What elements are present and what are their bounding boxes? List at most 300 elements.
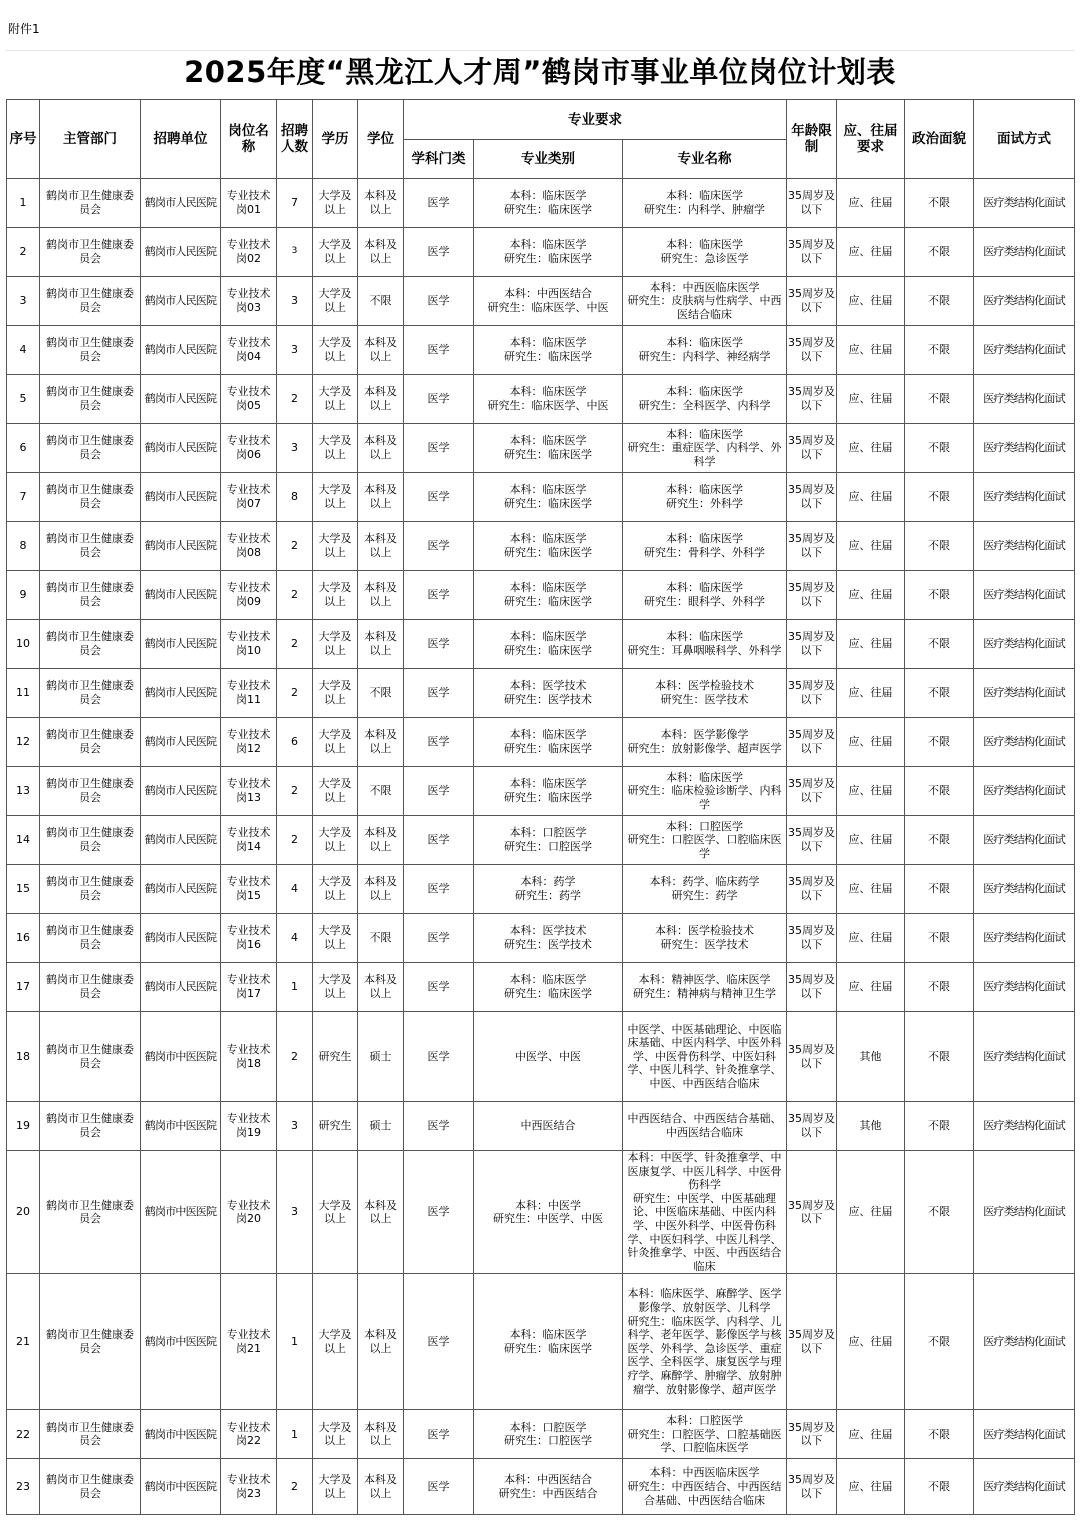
cell-count: 6 <box>277 718 313 767</box>
cell-major-name: 本科：临床医学 研究生：内科学、神经病学 <box>623 326 787 375</box>
cell-age: 35周岁及以下 <box>787 277 837 326</box>
cell-unit: 鹤岗市中医医院 <box>141 1274 221 1410</box>
cell-degree: 本科及以上 <box>358 1151 404 1274</box>
cell-major-category: 本科：临床医学 研究生：临床医学 <box>474 522 623 571</box>
cell-politics: 不限 <box>905 865 974 914</box>
cell-post: 专业技术岗04 <box>221 326 277 375</box>
cell-age: 35周岁及以下 <box>787 1151 837 1274</box>
cell-post: 专业技术岗12 <box>221 718 277 767</box>
table-row <box>7 1102 1075 1151</box>
cell-edu: 大学及以上 <box>313 375 358 424</box>
cell-interview: 医疗类结构化面试 <box>974 963 1075 1012</box>
cell-grad-status: 应、往届 <box>837 473 905 522</box>
cell-interview: 医疗类结构化面试 <box>974 1410 1075 1459</box>
cell-dept: 鹤岗市卫生健康委员会 <box>40 571 141 620</box>
header-seq: 序号 <box>7 100 40 179</box>
cell-dept: 鹤岗市卫生健康委员会 <box>40 816 141 865</box>
cell-grad-status: 应、往届 <box>837 228 905 277</box>
cell-politics: 不限 <box>905 816 974 865</box>
cell-unit: 鹤岗市人民医院 <box>141 816 221 865</box>
cell-edu: 大学及以上 <box>313 228 358 277</box>
cell-dept: 鹤岗市卫生健康委员会 <box>40 669 141 718</box>
cell-discipline: 医学 <box>404 669 474 718</box>
cell-dept: 鹤岗市卫生健康委员会 <box>40 1274 141 1410</box>
cell-seq: 1 <box>7 179 40 228</box>
cell-grad-status: 应、往届 <box>837 914 905 963</box>
cell-politics: 不限 <box>905 228 974 277</box>
cell-discipline: 医学 <box>404 571 474 620</box>
cell-interview: 医疗类结构化面试 <box>974 669 1075 718</box>
cell-major-name: 本科：临床医学 研究生：临床检验诊断学、内科学 <box>623 767 787 816</box>
cell-discipline: 医学 <box>404 1410 474 1459</box>
cell-edu: 大学及以上 <box>313 522 358 571</box>
cell-interview: 医疗类结构化面试 <box>974 865 1075 914</box>
cell-edu: 研究生 <box>313 1012 358 1102</box>
cell-major-category: 中医学、中医 <box>474 1012 623 1102</box>
cell-grad-status: 应、往届 <box>837 1459 905 1515</box>
cell-seq: 10 <box>7 620 40 669</box>
cell-unit: 鹤岗市人民医院 <box>141 326 221 375</box>
cell-seq: 19 <box>7 1102 40 1151</box>
cell-unit: 鹤岗市人民医院 <box>141 767 221 816</box>
cell-major-name: 本科：中医学、针灸推拿学、中医康复学、中医儿科学、中医骨伤科学 研究生：中医学、中医基础理论、中医临床基础、中医内科学、中医外科学、中医骨伤科学、中医妇科学、中医儿科学、针灸推拿学、中医、中西医结合临床 <box>623 1151 787 1274</box>
cell-interview: 医疗类结构化面试 <box>974 914 1075 963</box>
cell-grad-status: 其他 <box>837 1102 905 1151</box>
cell-seq: 3 <box>7 277 40 326</box>
cell-dept: 鹤岗市卫生健康委员会 <box>40 375 141 424</box>
cell-grad-status: 应、往届 <box>837 571 905 620</box>
cell-post: 专业技术岗14 <box>221 816 277 865</box>
cell-politics: 不限 <box>905 277 974 326</box>
cell-major-category: 本科：临床医学 研究生：临床医学 <box>474 767 623 816</box>
cell-edu: 大学及以上 <box>313 1410 358 1459</box>
cell-major-category: 本科：临床医学 研究生：临床医学 <box>474 424 623 473</box>
cell-interview: 医疗类结构化面试 <box>974 375 1075 424</box>
cell-major-name: 本科：中西医临床医学 研究生：中西医结合、中西医结合基础、中西医结合临床 <box>623 1459 787 1515</box>
cell-count: 2 <box>277 1012 313 1102</box>
cell-interview: 医疗类结构化面试 <box>974 620 1075 669</box>
cell-degree: 硕士 <box>358 1102 404 1151</box>
cell-post: 专业技术岗11 <box>221 669 277 718</box>
cell-count: 3 <box>277 1151 313 1274</box>
cell-post: 专业技术岗16 <box>221 914 277 963</box>
cell-post: 专业技术岗03 <box>221 277 277 326</box>
cell-age: 35周岁及以下 <box>787 375 837 424</box>
cell-unit: 鹤岗市人民医院 <box>141 179 221 228</box>
cell-age: 35周岁及以下 <box>787 669 837 718</box>
cell-interview: 医疗类结构化面试 <box>974 179 1075 228</box>
cell-seq: 13 <box>7 767 40 816</box>
cell-discipline: 医学 <box>404 914 474 963</box>
cell-major-name: 本科：临床医学、麻醉学、医学影像学、放射医学、儿科学 研究生：临床医学、内科学、儿科学、老年医学、影像医学与核医学、外科学、急诊医学、重症医学、全科医学、康复医学与理疗学、麻醉学、肿瘤学、放射肿瘤学、放射影像学、超声医学 <box>623 1274 787 1410</box>
header-interview: 面试方式 <box>974 100 1075 179</box>
cell-degree: 本科及以上 <box>358 1459 404 1515</box>
table-row <box>7 228 1075 277</box>
cell-discipline: 医学 <box>404 179 474 228</box>
cell-edu: 大学及以上 <box>313 473 358 522</box>
cell-count: 2 <box>277 571 313 620</box>
cell-post: 专业技术岗23 <box>221 1459 277 1515</box>
cell-age: 35周岁及以下 <box>787 914 837 963</box>
table-row <box>7 1410 1075 1459</box>
cell-degree: 本科及以上 <box>358 865 404 914</box>
cell-count: 8 <box>277 473 313 522</box>
cell-politics: 不限 <box>905 1151 974 1274</box>
cell-post: 专业技术岗10 <box>221 620 277 669</box>
cell-major-category: 本科：临床医学 研究生：临床医学 <box>474 473 623 522</box>
header-politics: 政治面貌 <box>905 100 974 179</box>
cell-edu: 大学及以上 <box>313 326 358 375</box>
cell-major-name: 本科：医学检验技术 研究生：医学技术 <box>623 914 787 963</box>
cell-edu: 大学及以上 <box>313 277 358 326</box>
plan-table-body <box>7 179 1075 1515</box>
cell-unit: 鹤岗市中医医院 <box>141 1410 221 1459</box>
header-discipline: 学科门类 <box>404 140 474 179</box>
cell-degree: 本科及以上 <box>358 473 404 522</box>
cell-interview: 医疗类结构化面试 <box>974 1274 1075 1410</box>
cell-edu: 大学及以上 <box>313 424 358 473</box>
cell-seq: 9 <box>7 571 40 620</box>
cell-count: 4 <box>277 865 313 914</box>
cell-post: 专业技术岗19 <box>221 1102 277 1151</box>
header-dept: 主管部门 <box>40 100 141 179</box>
cell-major-name: 本科：临床医学 研究生：耳鼻咽喉科学、外科学 <box>623 620 787 669</box>
cell-interview: 医疗类结构化面试 <box>974 718 1075 767</box>
cell-unit: 鹤岗市中医医院 <box>141 1151 221 1274</box>
cell-post: 专业技术岗17 <box>221 963 277 1012</box>
table-row <box>7 375 1075 424</box>
cell-post: 专业技术岗07 <box>221 473 277 522</box>
cell-count: 2 <box>277 375 313 424</box>
cell-discipline: 医学 <box>404 522 474 571</box>
cell-major-category: 本科：临床医学 研究生：临床医学 <box>474 620 623 669</box>
cell-discipline: 医学 <box>404 277 474 326</box>
cell-degree: 本科及以上 <box>358 326 404 375</box>
cell-unit: 鹤岗市中医医院 <box>141 1459 221 1515</box>
cell-politics: 不限 <box>905 473 974 522</box>
cell-count: 1 <box>277 1410 313 1459</box>
cell-degree: 本科及以上 <box>358 718 404 767</box>
cell-seq: 23 <box>7 1459 40 1515</box>
cell-grad-status: 应、往届 <box>837 963 905 1012</box>
cell-major-name: 本科：临床医学 研究生：重症医学、内科学、外科学 <box>623 424 787 473</box>
header-post: 岗位名称 <box>221 100 277 179</box>
cell-age: 35周岁及以下 <box>787 865 837 914</box>
cell-post: 专业技术岗22 <box>221 1410 277 1459</box>
cell-count: 2 <box>277 816 313 865</box>
cell-discipline: 医学 <box>404 620 474 669</box>
table-row <box>7 767 1075 816</box>
cell-post: 专业技术岗05 <box>221 375 277 424</box>
table-row <box>7 326 1075 375</box>
cell-post: 专业技术岗18 <box>221 1012 277 1102</box>
cell-dept: 鹤岗市卫生健康委员会 <box>40 424 141 473</box>
cell-degree: 不限 <box>358 277 404 326</box>
cell-major-category: 中西医结合 <box>474 1102 623 1151</box>
cell-unit: 鹤岗市人民医院 <box>141 620 221 669</box>
attachment-label: 附件1 <box>8 22 40 36</box>
cell-dept: 鹤岗市卫生健康委员会 <box>40 1102 141 1151</box>
cell-dept: 鹤岗市卫生健康委员会 <box>40 914 141 963</box>
cell-major-name: 本科：临床医学 研究生：急诊医学 <box>623 228 787 277</box>
cell-major-name: 本科：医学检验技术 研究生：医学技术 <box>623 669 787 718</box>
cell-age: 35周岁及以下 <box>787 228 837 277</box>
cell-interview: 医疗类结构化面试 <box>974 1012 1075 1102</box>
cell-discipline: 医学 <box>404 1459 474 1515</box>
cell-degree: 本科及以上 <box>358 571 404 620</box>
cell-edu: 大学及以上 <box>313 963 358 1012</box>
cell-count: 1 <box>277 1274 313 1410</box>
cell-edu: 大学及以上 <box>313 620 358 669</box>
cell-grad-status: 应、往届 <box>837 718 905 767</box>
cell-discipline: 医学 <box>404 718 474 767</box>
header-degree: 学位 <box>358 100 404 179</box>
cell-edu: 大学及以上 <box>313 914 358 963</box>
cell-unit: 鹤岗市人民医院 <box>141 865 221 914</box>
cell-discipline: 医学 <box>404 1151 474 1274</box>
cell-interview: 医疗类结构化面试 <box>974 1102 1075 1151</box>
cell-unit: 鹤岗市人民医院 <box>141 571 221 620</box>
cell-seq: 14 <box>7 816 40 865</box>
cell-seq: 8 <box>7 522 40 571</box>
header-unit: 招聘单位 <box>141 100 221 179</box>
cell-seq: 15 <box>7 865 40 914</box>
cell-politics: 不限 <box>905 424 974 473</box>
cell-major-name: 本科：中西医临床医学 研究生：皮肤病与性病学、中西医结合临床 <box>623 277 787 326</box>
cell-dept: 鹤岗市卫生健康委员会 <box>40 277 141 326</box>
cell-interview: 医疗类结构化面试 <box>974 816 1075 865</box>
cell-post: 专业技术岗08 <box>221 522 277 571</box>
cell-major-name: 中西医结合、中西医结合基础、中西医结合临床 <box>623 1102 787 1151</box>
cell-grad-status: 应、往届 <box>837 277 905 326</box>
cell-major-name: 本科：临床医学 研究生：骨科学、外科学 <box>623 522 787 571</box>
cell-age: 35周岁及以下 <box>787 963 837 1012</box>
cell-post: 专业技术岗21 <box>221 1274 277 1410</box>
cell-count: 2 <box>277 767 313 816</box>
cell-major-name: 本科：临床医学 研究生：全科医学、内科学 <box>623 375 787 424</box>
cell-grad-status: 应、往届 <box>837 1151 905 1274</box>
cell-count: 4 <box>277 914 313 963</box>
cell-count: 2 <box>277 1459 313 1515</box>
header-major-name: 专业名称 <box>623 140 787 179</box>
cell-discipline: 医学 <box>404 1012 474 1102</box>
cell-post: 专业技术岗02 <box>221 228 277 277</box>
header-major-req: 专业要求 <box>404 100 787 140</box>
cell-post: 专业技术岗15 <box>221 865 277 914</box>
cell-major-category: 本科：临床医学 研究生：临床医学 <box>474 228 623 277</box>
cell-degree: 不限 <box>358 669 404 718</box>
header-count: 招聘人数 <box>277 100 313 179</box>
cell-grad-status: 应、往届 <box>837 865 905 914</box>
cell-major-category: 本科：临床医学 研究生：临床医学 <box>474 179 623 228</box>
cell-count: 1 <box>277 963 313 1012</box>
cell-grad-status: 其他 <box>837 1012 905 1102</box>
cell-unit: 鹤岗市人民医院 <box>141 718 221 767</box>
cell-dept: 鹤岗市卫生健康委员会 <box>40 1410 141 1459</box>
cell-edu: 大学及以上 <box>313 865 358 914</box>
cell-degree: 不限 <box>358 767 404 816</box>
cell-discipline: 医学 <box>404 473 474 522</box>
cell-politics: 不限 <box>905 571 974 620</box>
cell-count: 2 <box>277 522 313 571</box>
cell-degree: 本科及以上 <box>358 228 404 277</box>
cell-post: 专业技术岗06 <box>221 424 277 473</box>
header-grad: 应、往届要求 <box>837 100 905 179</box>
cell-post: 专业技术岗20 <box>221 1151 277 1274</box>
cell-edu: 大学及以上 <box>313 571 358 620</box>
cell-grad-status: 应、往届 <box>837 424 905 473</box>
cell-edu: 大学及以上 <box>313 1274 358 1410</box>
table-row <box>7 620 1075 669</box>
cell-discipline: 医学 <box>404 1102 474 1151</box>
cell-interview: 医疗类结构化面试 <box>974 473 1075 522</box>
cell-politics: 不限 <box>905 718 974 767</box>
cell-major-category: 本科：临床医学 研究生：临床医学 <box>474 326 623 375</box>
cell-unit: 鹤岗市人民医院 <box>141 228 221 277</box>
cell-degree: 本科及以上 <box>358 375 404 424</box>
position-plan-table <box>6 99 1075 1515</box>
cell-discipline: 医学 <box>404 424 474 473</box>
table-row <box>7 473 1075 522</box>
cell-dept: 鹤岗市卫生健康委员会 <box>40 228 141 277</box>
cell-politics: 不限 <box>905 767 974 816</box>
cell-dept: 鹤岗市卫生健康委员会 <box>40 767 141 816</box>
cell-unit: 鹤岗市人民医院 <box>141 277 221 326</box>
cell-degree: 本科及以上 <box>358 620 404 669</box>
cell-interview: 医疗类结构化面试 <box>974 1151 1075 1274</box>
cell-politics: 不限 <box>905 1459 974 1515</box>
cell-major-category: 本科：医学技术 研究生：医学技术 <box>474 914 623 963</box>
cell-seq: 18 <box>7 1012 40 1102</box>
table-row <box>7 914 1075 963</box>
cell-edu: 大学及以上 <box>313 816 358 865</box>
cell-major-name: 本科：医学影像学 研究生：放射影像学、超声医学 <box>623 718 787 767</box>
cell-degree: 本科及以上 <box>358 179 404 228</box>
cell-edu: 研究生 <box>313 1102 358 1151</box>
cell-grad-status: 应、往届 <box>837 375 905 424</box>
cell-seq: 17 <box>7 963 40 1012</box>
cell-post: 专业技术岗09 <box>221 571 277 620</box>
cell-major-name: 本科：临床医学 研究生：内科学、肿瘤学 <box>623 179 787 228</box>
cell-interview: 医疗类结构化面试 <box>974 1459 1075 1515</box>
cell-grad-status: 应、往届 <box>837 326 905 375</box>
cell-grad-status: 应、往届 <box>837 620 905 669</box>
cell-politics: 不限 <box>905 1274 974 1410</box>
cell-politics: 不限 <box>905 914 974 963</box>
cell-degree: 本科及以上 <box>358 1410 404 1459</box>
cell-count: 2 <box>277 620 313 669</box>
cell-edu: 大学及以上 <box>313 1459 358 1515</box>
cell-age: 35周岁及以下 <box>787 1012 837 1102</box>
cell-grad-status: 应、往届 <box>837 816 905 865</box>
cell-age: 35周岁及以下 <box>787 767 837 816</box>
cell-count: 3 <box>277 277 313 326</box>
cell-dept: 鹤岗市卫生健康委员会 <box>40 179 141 228</box>
cell-politics: 不限 <box>905 326 974 375</box>
cell-seq: 2 <box>7 228 40 277</box>
cell-politics: 不限 <box>905 522 974 571</box>
cell-count: 3 <box>277 424 313 473</box>
table-row <box>7 718 1075 767</box>
page-title: 2025年度“黑龙江人才周”鹤岗市事业单位岗位计划表 <box>184 55 896 89</box>
cell-count: 3 <box>277 326 313 375</box>
cell-degree: 本科及以上 <box>358 963 404 1012</box>
cell-dept: 鹤岗市卫生健康委员会 <box>40 620 141 669</box>
header-edu: 学历 <box>313 100 358 179</box>
cell-seq: 5 <box>7 375 40 424</box>
cell-major-name: 本科：口腔医学 研究生：口腔医学、口腔临床医学 <box>623 816 787 865</box>
cell-interview: 医疗类结构化面试 <box>974 326 1075 375</box>
table-row <box>7 522 1075 571</box>
cell-major-name: 本科：临床医学 研究生：外科学 <box>623 473 787 522</box>
cell-discipline: 医学 <box>404 375 474 424</box>
cell-count: 3 <box>277 228 313 277</box>
cell-age: 35周岁及以下 <box>787 816 837 865</box>
cell-grad-status: 应、往届 <box>837 669 905 718</box>
table-row <box>7 963 1075 1012</box>
cell-politics: 不限 <box>905 179 974 228</box>
cell-seq: 21 <box>7 1274 40 1410</box>
cell-degree: 硕士 <box>358 1012 404 1102</box>
cell-count: 3 <box>277 1102 313 1151</box>
cell-dept: 鹤岗市卫生健康委员会 <box>40 1459 141 1515</box>
cell-major-category: 本科：临床医学 研究生：临床医学 <box>474 718 623 767</box>
table-row <box>7 865 1075 914</box>
cell-edu: 大学及以上 <box>313 179 358 228</box>
cell-interview: 医疗类结构化面试 <box>974 277 1075 326</box>
cell-major-category: 本科：医学技术 研究生：医学技术 <box>474 669 623 718</box>
cell-seq: 7 <box>7 473 40 522</box>
cell-interview: 医疗类结构化面试 <box>974 522 1075 571</box>
cell-age: 35周岁及以下 <box>787 326 837 375</box>
cell-seq: 6 <box>7 424 40 473</box>
cell-post: 专业技术岗01 <box>221 179 277 228</box>
cell-count: 2 <box>277 669 313 718</box>
cell-unit: 鹤岗市人民医院 <box>141 473 221 522</box>
table-row <box>7 669 1075 718</box>
header-major-cat: 专业类别 <box>474 140 623 179</box>
cell-unit: 鹤岗市人民医院 <box>141 375 221 424</box>
cell-major-category: 本科：临床医学 研究生：临床医学 <box>474 963 623 1012</box>
cell-unit: 鹤岗市人民医院 <box>141 914 221 963</box>
cell-discipline: 医学 <box>404 228 474 277</box>
cell-seq: 11 <box>7 669 40 718</box>
cell-age: 35周岁及以下 <box>787 473 837 522</box>
cell-seq: 20 <box>7 1151 40 1274</box>
cell-interview: 医疗类结构化面试 <box>974 571 1075 620</box>
cell-degree: 本科及以上 <box>358 1274 404 1410</box>
cell-degree: 本科及以上 <box>358 522 404 571</box>
cell-seq: 4 <box>7 326 40 375</box>
cell-politics: 不限 <box>905 1102 974 1151</box>
cell-discipline: 医学 <box>404 865 474 914</box>
cell-discipline: 医学 <box>404 1274 474 1410</box>
cell-major-category: 本科：中西医结合 研究生：临床医学、中医 <box>474 277 623 326</box>
cell-grad-status: 应、往届 <box>837 767 905 816</box>
cell-major-category: 本科：临床医学 研究生：临床医学 <box>474 1274 623 1410</box>
cell-count: 7 <box>277 179 313 228</box>
cell-edu: 大学及以上 <box>313 1151 358 1274</box>
cell-unit: 鹤岗市中医医院 <box>141 1012 221 1102</box>
table-row <box>7 571 1075 620</box>
cell-age: 35周岁及以下 <box>787 1102 837 1151</box>
cell-dept: 鹤岗市卫生健康委员会 <box>40 326 141 375</box>
cell-discipline: 医学 <box>404 767 474 816</box>
cell-age: 35周岁及以下 <box>787 1459 837 1515</box>
cell-discipline: 医学 <box>404 963 474 1012</box>
cell-dept: 鹤岗市卫生健康委员会 <box>40 473 141 522</box>
cell-age: 35周岁及以下 <box>787 179 837 228</box>
